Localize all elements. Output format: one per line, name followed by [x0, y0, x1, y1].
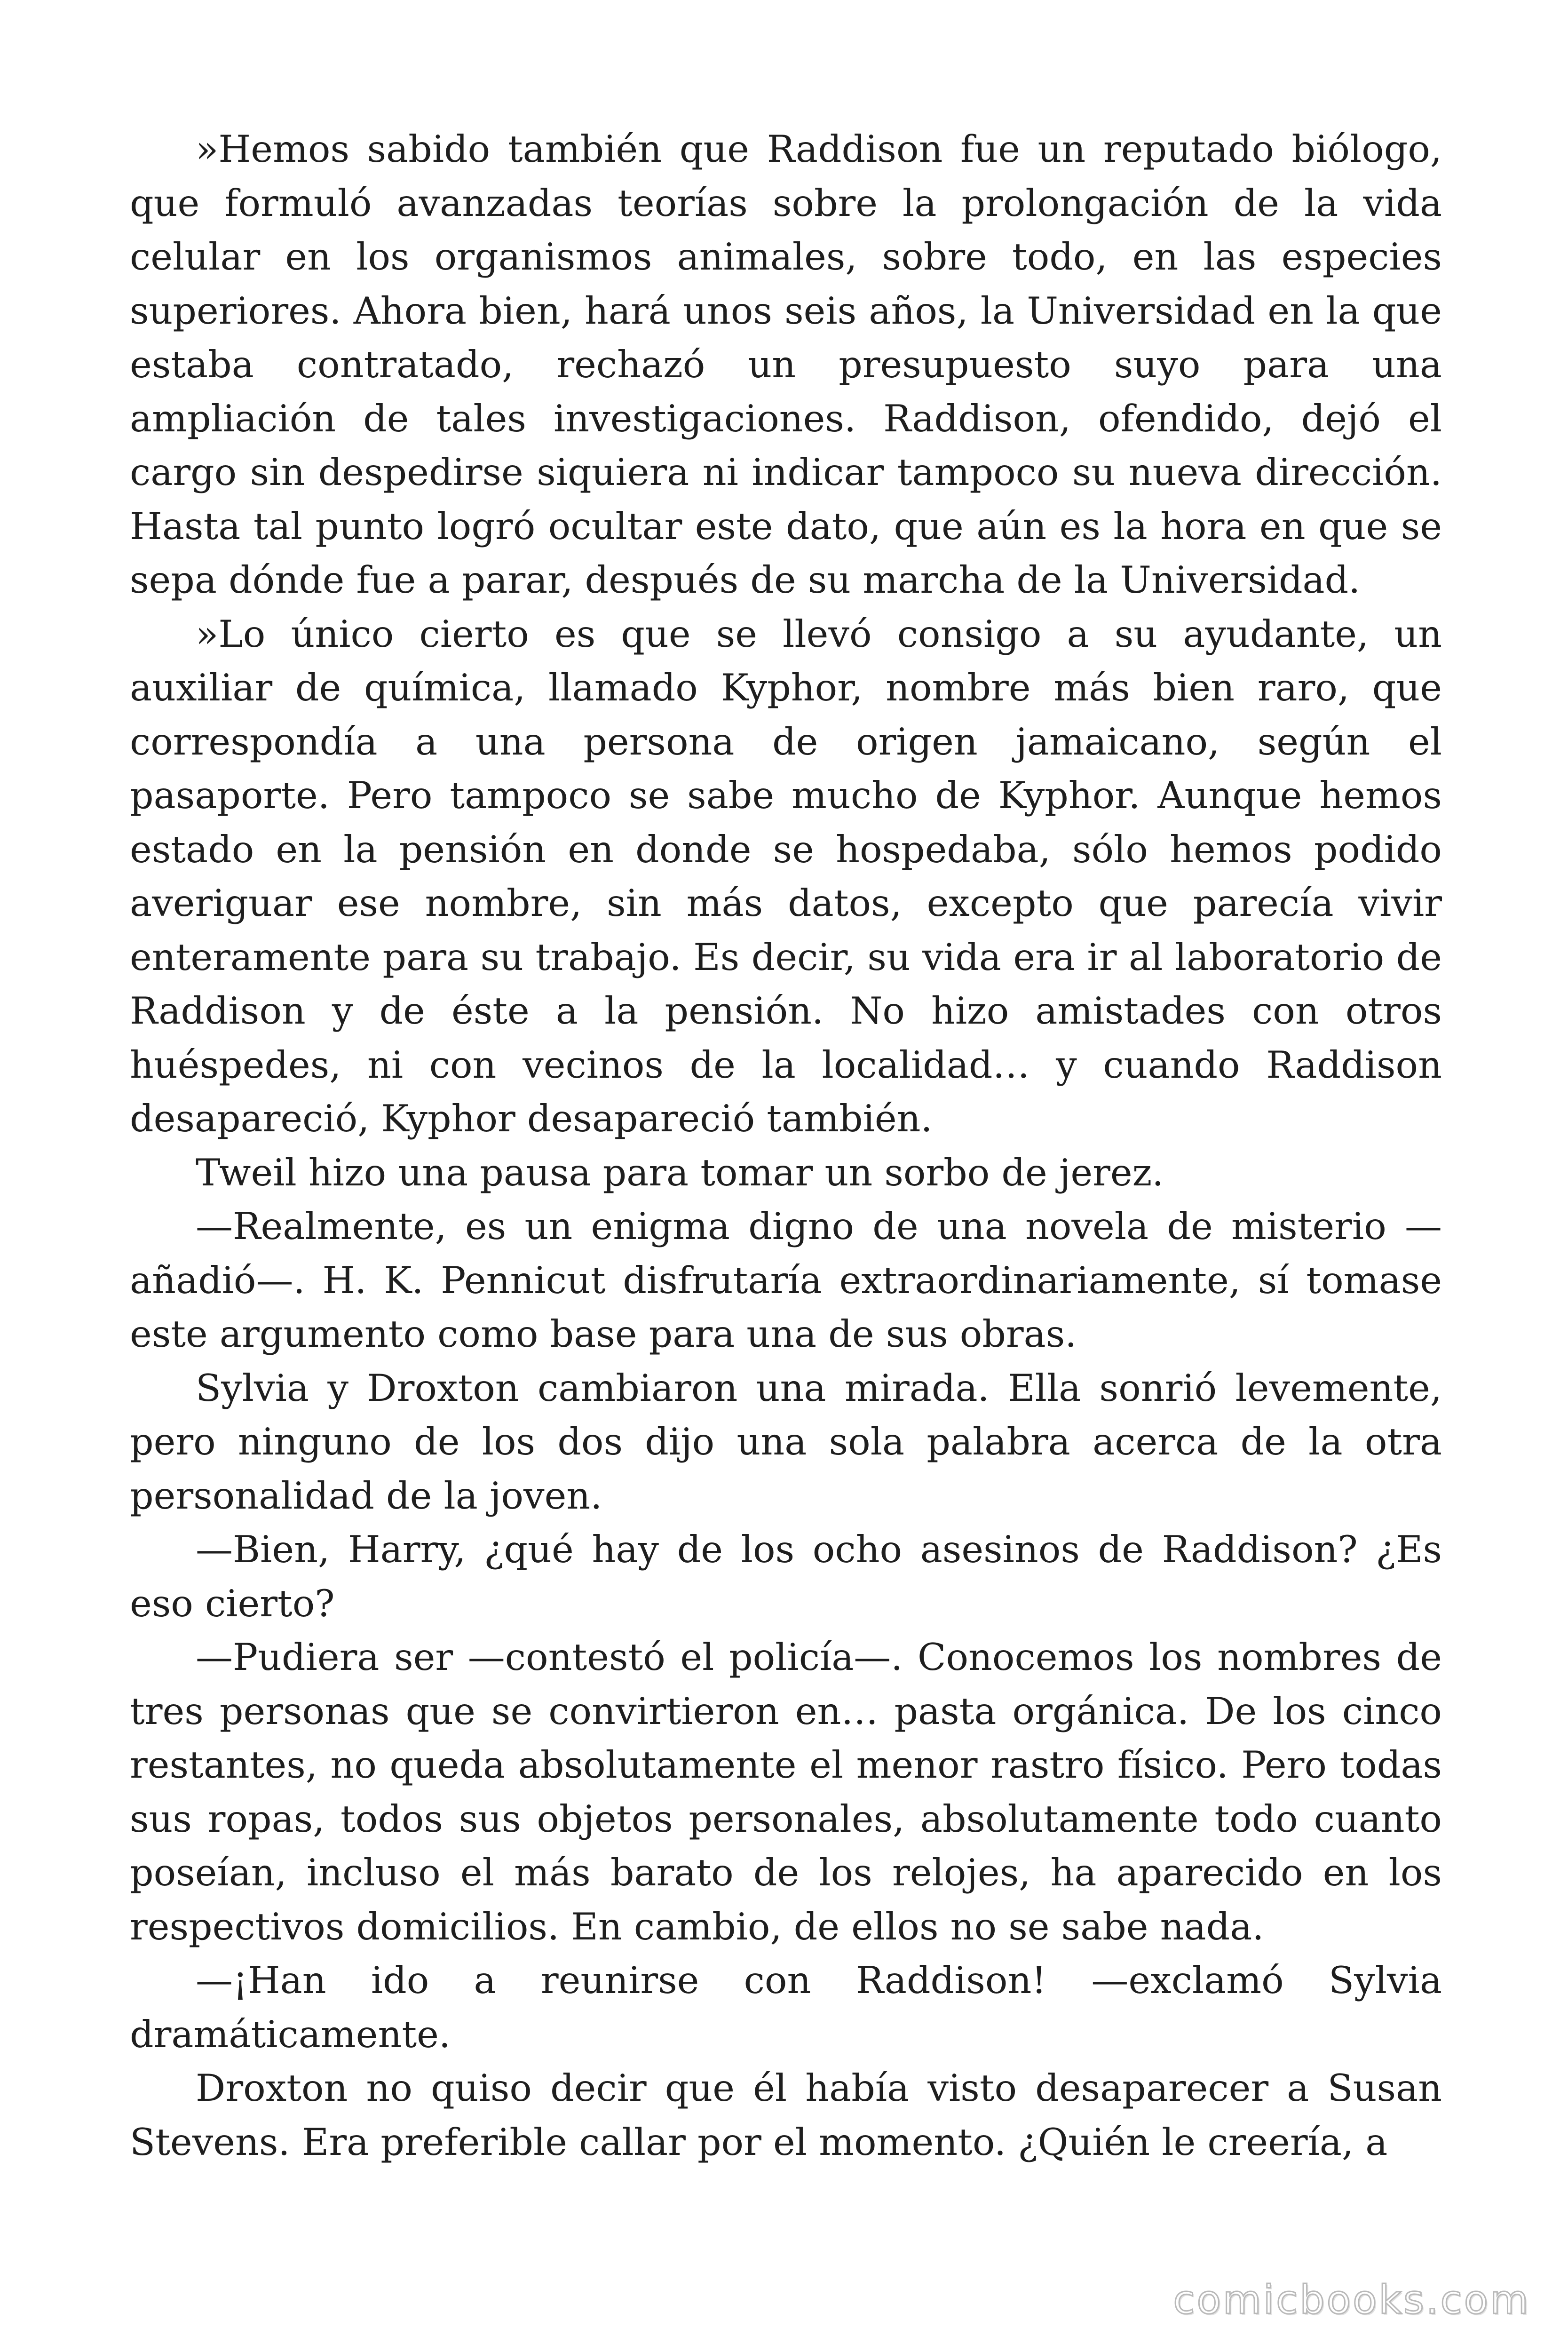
page-body	[130, 122, 1442, 2169]
paragraph: Droxton no quiso decir que él había visto desaparecer a Susan Stevens. Era preferible callar por el momento. ¿Quién le creería, a	[130, 2066, 1442, 2164]
paragraph: »Hemos sabido también que Raddison fue un reputado biólogo, que formuló avanzadas teorías sobre la prolongación de la vida celular en los organismos animales, sobre todo, en las especies superiores. Ahora bien, hará unos seis años, la Universidad en la que estaba contratado, rechazó un presupuesto suyo para una ampliación de tales investigaciones. Raddison, ofendido, dejó el cargo sin despedirse siquiera ni indicar tampoco su nueva dirección. Hasta tal punto logró ocultar este dato, que aún es la hora en que se sepa dónde fue a parar, después de su marcha de la Universidad.	[130, 127, 1442, 602]
paragraph: —Pudiera ser —contestó el policía—. Conocemos los nombres de tres personas que se convirtieron en… pasta orgánica. De los cinco restantes, no queda absolutamente el menor rastro físico. Pero todas sus ropas, todos sus objetos personales, absolutamente todo cuanto poseían, incluso el más barato de los relojes, ha aparecido en los respectivos domicilios. En cambio, de ellos no se sabe nada.	[130, 1636, 1442, 1948]
paragraph: —¡Han ido a reunirse con Raddison! —exclamó Sylvia dramáticamente.	[130, 1959, 1442, 2056]
paragraph: —Realmente, es un enigma digno de una novela de misterio —añadió—. H. K. Pennicut disfrutaría extraordinariamente, sí tomase este argumento como base para una de sus obras.	[130, 1205, 1442, 1356]
paragraph: Tweil hizo una pausa para tomar un sorbo de jerez.	[196, 1151, 1164, 1194]
paragraph: Sylvia y Droxton cambiaron una mirada. Ella sonrió levemente, pero ninguno de los dos dijo una sola palabra acerca de la otra personalidad de la joven.	[130, 1366, 1442, 1518]
paragraph: —Bien, Harry, ¿qué hay de los ocho asesinos de Raddison? ¿Es eso cierto?	[130, 1528, 1442, 1625]
paragraph: »Lo único cierto es que se llevó consigo a su ayudante, un auxiliar de química, llamado Kyphor, nombre más bien raro, que correspondía a una persona de origen jamaicano, según el pasaporte. Pero tampoco se sabe mucho de Kyphor. Aunque hemos estado en la pensión en donde se hospedaba, sólo hemos podido averiguar ese nombre, sin más datos, excepto que parecía vivir enteramente para su trabajo. Es decir, su vida era ir al laboratorio de Raddison y de éste a la pensión. No hizo amistades con otros huéspedes, ni con vecinos de la localidad… y cuando Raddison desapareció, Kyphor desapareció también.	[130, 612, 1442, 1140]
watermark: comicbooks.com	[1173, 2277, 1530, 2323]
